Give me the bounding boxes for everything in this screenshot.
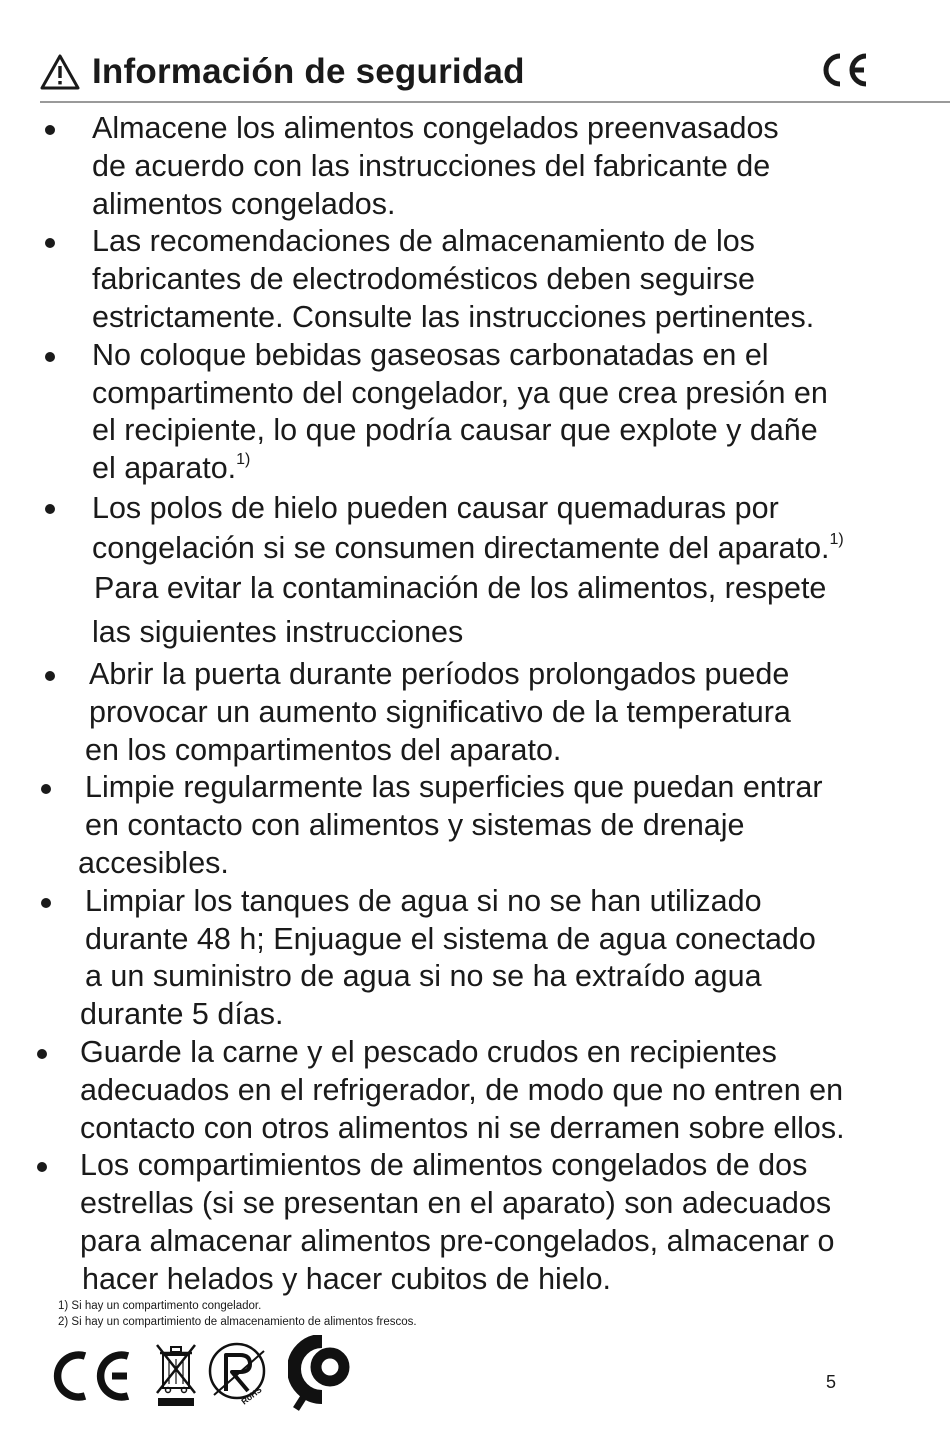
list-item: Abrir la puerta durante períodos prolongados puede provocar un aumento significativo de la temperatura en los compartimentos del aparato. xyxy=(89,656,950,769)
rohs-label: RoHS xyxy=(239,1384,264,1407)
bullet-icon xyxy=(37,1049,47,1059)
safety-content xyxy=(0,110,950,1299)
bullet-icon xyxy=(45,671,55,681)
list-item: Almacene los alimentos congelados preenvasados de acuerdo con las instrucciones del fabricante de alimentos congelados. xyxy=(92,110,950,223)
ce-mark-icon xyxy=(818,50,870,90)
bullet-icon xyxy=(41,898,51,908)
list-item: Las recomendaciones de almacenamiento de los fabricantes de electrodomésticos deben seguirse estrictamente. Consulte las instrucciones pertinentes. xyxy=(92,223,950,336)
footnotes xyxy=(58,1298,417,1330)
list-item: Guarde la carne y el pescado crudos en recipientes adecuados en el refrigerador, de modo que no entren en contacto con otros alimentos ni se derramen sobre ellos. xyxy=(80,1034,950,1147)
bullet-icon xyxy=(45,238,55,248)
bullet-icon xyxy=(41,784,51,794)
certification-mark-icon xyxy=(288,1335,356,1413)
list-item: Los polos de hielo pueden causar quemaduras por congelación si se consumen directamente del aparato.$^{1)}$ xyxy=(92,488,950,568)
list-item: Limpie regularmente las superficies que puedan entrar en contacto con alimentos y sistemas de drenaje accesibles. xyxy=(85,769,950,882)
footnote-ref: 1) xyxy=(829,530,844,548)
bullet-icon xyxy=(45,504,55,514)
list-item: Limpiar los tanques de agua si no se han utilizado durante 48 h; Enjuague el sistema de agua conectado a un suministro de agua si no se ha extraído agua durante 5 días. xyxy=(85,883,950,1034)
list-item: Los compartimientos de alimentos congelados de dos estrellas (si se presentan en el aparato) son adecuados para almacenar alimentos pre-congelados, almacenar o hacer helados y hacer cubitos de hielo. xyxy=(80,1147,950,1298)
crossed-bin-icon xyxy=(154,1341,198,1407)
header-divider xyxy=(40,101,950,103)
certification-logos xyxy=(50,1335,370,1415)
footnote: 1) Si hay un compartimento congelador. xyxy=(58,1300,262,1312)
footnote: 2) Si hay un compartimiento de almacenamiento de alimentos frescos. xyxy=(58,1316,417,1328)
footnote-ref: 1) xyxy=(236,451,251,469)
warning-triangle-icon xyxy=(40,54,80,90)
bullet-icon xyxy=(37,1162,47,1172)
page-header xyxy=(40,50,950,104)
bullet-icon xyxy=(45,352,55,362)
bullet-icon xyxy=(45,125,55,135)
rohs-icon xyxy=(206,1339,270,1409)
list-item: No coloque bebidas gaseosas carbonatadas en el compartimento del congelador, ya que crea presión en el recipiente, lo que podría causar que explote y dañe el aparato.$^{1)}$ xyxy=(92,337,950,488)
intro-paragraph: Para evitar la contaminación de los alimentos, respete las siguientes instrucciones xyxy=(92,570,827,649)
ce-mark-icon xyxy=(50,1348,132,1404)
page-title: Información de seguridad xyxy=(92,52,525,91)
page-number: 5 xyxy=(826,1372,837,1392)
